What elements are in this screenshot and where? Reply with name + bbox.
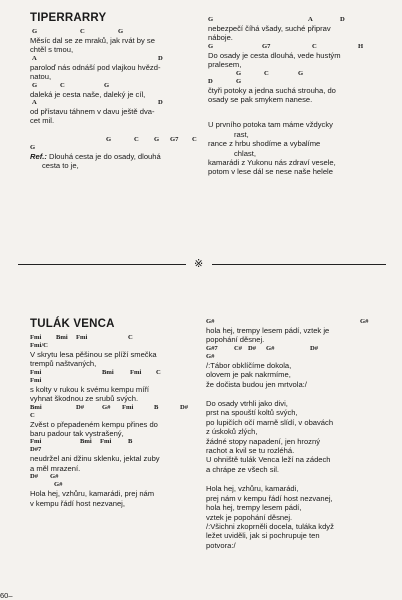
- chord: G#: [54, 481, 63, 489]
- verse-block: [208, 16, 380, 104]
- lyric-line: a chrápe ze všech sil.: [206, 464, 280, 474]
- chord: G7: [262, 42, 271, 50]
- lyric-line: hola hej, trempy lesem pádí, vztek je: [206, 326, 330, 335]
- lyric-line: žádné stopy napadení, jen hrozný: [206, 436, 320, 446]
- chord: G: [106, 135, 112, 143]
- lyric-line: natou,: [30, 72, 52, 82]
- chord: G#: [50, 473, 59, 481]
- song2-left-column: [30, 318, 202, 508]
- chord: C: [60, 81, 65, 89]
- chord: Bmi: [80, 438, 92, 446]
- chord-row: [206, 318, 378, 326]
- chord-row: [30, 412, 202, 420]
- lyric-line: /:Všichni zkoprněli docela, tuláka když: [206, 521, 334, 531]
- lyric-line: pralesem,: [208, 60, 242, 70]
- lyric-line: paroloď nás odnáší pod vlajkou hvězd-: [30, 62, 161, 72]
- chord: G: [236, 69, 242, 77]
- lyric-line: ležet uviděli, jak si pochrupuje ten: [206, 531, 320, 541]
- chord: A: [308, 16, 313, 23]
- chord-row: [30, 136, 202, 144]
- section-divider: [18, 257, 386, 270]
- lyric-line: kamarádi z Yukonu nás zdraví vesele,: [208, 158, 336, 168]
- chord: G: [208, 42, 214, 50]
- lyric-line: V skrytu lesa pěšinou se plíží smečka: [30, 350, 157, 359]
- chord: G#7: [206, 344, 218, 352]
- lyric-line: olovem je pak nakrmíme,: [206, 370, 291, 380]
- chord: Fmi: [30, 376, 42, 384]
- lyric-line: cesta to je,: [42, 161, 79, 171]
- chord: D#: [30, 473, 39, 481]
- chord-row: [30, 377, 202, 385]
- lyric-line: čtyři potoky a jedna suchá strouha, do: [208, 85, 336, 95]
- lyric-line: daleká je cesta naše, daleký je cíl,: [30, 89, 146, 99]
- lyric-line: Měsíc dal se ze mraků, jak rvát by se: [30, 36, 155, 45]
- chord: G: [298, 69, 304, 77]
- lyric-line: Do osady vtrhli jako divi,: [206, 399, 288, 409]
- chord-row: [206, 345, 378, 353]
- chord-row: [206, 353, 378, 361]
- chord: D: [158, 99, 163, 107]
- chord: Fmi: [122, 403, 134, 411]
- chord: C: [80, 28, 85, 35]
- lyric-line: baru padour tak vystrašený,: [30, 429, 124, 439]
- song1-right-column: [208, 16, 380, 177]
- lyric-line: prej nám v kempu řádí host nezvanej,: [206, 493, 333, 503]
- chord: Bmi: [102, 368, 114, 376]
- chord: Fmi/C: [30, 342, 48, 349]
- chord: B: [154, 403, 159, 411]
- chord: C: [134, 135, 139, 143]
- chord: H: [358, 42, 364, 50]
- song2-right-column: [206, 318, 378, 550]
- page-number: 60–: [0, 591, 13, 600]
- chord: Fmi: [30, 368, 42, 376]
- lyric-line: náboje.: [208, 33, 233, 43]
- chord-row: [30, 55, 202, 63]
- lyric-line: že dočista budou jen mrtvola:/: [206, 379, 307, 389]
- lyric-line: z úskoků zlých,: [206, 427, 258, 437]
- chord: G: [32, 28, 38, 35]
- lyric-line: potvora:/: [206, 540, 236, 550]
- lyric-line: /:Tábor obklíčíme dokola,: [206, 360, 292, 370]
- lyric-line: Ref.: Dlouhá cesta je do osady, dlouhá: [30, 151, 161, 161]
- chord: G: [32, 81, 38, 89]
- chord: C: [192, 135, 197, 143]
- chord: G: [236, 77, 242, 85]
- verse-block: [208, 120, 380, 176]
- lyric-line: v kempu řádí host nezvanej,: [30, 498, 125, 508]
- lyric-line: Hola hej, vzhůru, kamarádi,: [206, 484, 299, 494]
- chord: C#: [234, 344, 243, 352]
- lyric-line: rast,: [234, 129, 249, 139]
- chord: G: [118, 28, 124, 35]
- chord-row: [30, 342, 202, 350]
- lyric-line: rance z hrbu shodíme a vybalíme: [208, 139, 321, 149]
- chord: Fmi: [30, 438, 42, 446]
- refrain-block: [206, 484, 378, 550]
- refrain-block: [30, 136, 202, 171]
- chord: C: [156, 368, 161, 376]
- chord-row: [208, 70, 380, 78]
- lyric-line: trempů naštvaných,: [30, 359, 97, 369]
- lyric-line: a měl mrazení.: [30, 463, 81, 473]
- lyric-line: rachot a kvil se tu rozléhá.: [206, 446, 295, 456]
- song-title: TIPERRARRY: [30, 12, 107, 24]
- chord-row: [30, 99, 202, 107]
- lyric-line: Hola hej, vzhůru, kamarádi, prej nám: [30, 489, 155, 499]
- lyric-line: chlast,: [234, 148, 256, 158]
- lyric-line: osady se pak smykem nanese.: [208, 95, 313, 105]
- chord: D#: [248, 344, 257, 352]
- chord-row: [30, 473, 202, 481]
- chord: C: [30, 411, 35, 419]
- chord: G#: [102, 403, 111, 411]
- chord-row: [30, 82, 202, 90]
- chord-row: [30, 481, 202, 489]
- chord: C: [312, 42, 317, 50]
- chord: G7: [170, 135, 179, 143]
- lyric-line: od přístavu táhnem v davu ještě dva-: [30, 107, 155, 117]
- refrain-block: [206, 318, 378, 389]
- chord: G: [30, 143, 36, 151]
- chord-row: [30, 28, 202, 36]
- song1-left-column: [30, 12, 202, 171]
- chord: Bmi: [30, 403, 42, 411]
- chord-row: [30, 404, 202, 412]
- chord: Fmi: [76, 334, 88, 341]
- chord: D#: [310, 344, 319, 352]
- chord: G#: [206, 318, 215, 325]
- verse-block: [30, 28, 202, 126]
- lyric-line: po lupičích očí marně slídí, v obavách: [206, 417, 334, 427]
- chord: Bmi: [56, 334, 68, 341]
- chord: D#: [76, 403, 85, 411]
- lyric-line: prst na spouští koltů svých,: [206, 408, 298, 418]
- lyric-line: potom v lese dál se nese naše helele: [208, 167, 333, 177]
- lyric-line: U prvního potoka tam máme vždycky: [208, 120, 333, 130]
- chord: G: [208, 16, 214, 23]
- chord-row: [30, 144, 202, 152]
- lyric-line: s kolty v rukou k svému kempu míří: [30, 384, 150, 394]
- chord: G: [104, 81, 110, 89]
- lyric-line: U ohniště tulák Venca leží na zádech: [206, 455, 331, 465]
- chord: B: [128, 438, 133, 446]
- verse-block: [206, 399, 378, 474]
- lyric-line: Zvěst o přepadeném kempu přines do: [30, 419, 158, 429]
- lyric-line: vztek je popohání děsnej.: [206, 512, 293, 522]
- chord: D: [340, 16, 345, 23]
- lyric-line: cet mil.: [30, 116, 55, 126]
- chord: Fmi: [130, 368, 142, 376]
- chord: Fmi: [100, 438, 112, 446]
- lyric-line: popohání děsnej.: [206, 335, 265, 345]
- chord: G#: [360, 318, 369, 325]
- chord-row: [208, 78, 380, 86]
- lyric-line: neudržel ani džinu sklenku, jektal zuby: [30, 454, 160, 464]
- lyric-line: chtěl s tmou,: [30, 45, 74, 55]
- chord-row: [208, 43, 380, 51]
- lyric-line: nebezpečí číhá všady, suché připrav: [208, 24, 331, 33]
- chord: D: [158, 54, 163, 62]
- lyric-line: vyhnat škodnou ze srubů svých.: [30, 394, 139, 404]
- chord-row: [30, 438, 202, 446]
- chord: D#: [180, 403, 189, 411]
- chord: A: [32, 99, 37, 107]
- refrain-label: Ref.:: [30, 151, 47, 161]
- chord-row: [30, 446, 202, 454]
- chord: G#: [266, 344, 275, 352]
- chord: A: [32, 54, 37, 62]
- song-title: TULÁK VENCA: [30, 318, 115, 330]
- chord: C: [264, 69, 269, 77]
- lyric-line: Do osady je cesta dlouhá, vede hustým: [208, 50, 341, 60]
- chord: Fmi: [30, 334, 42, 341]
- divider-ornament: ※: [194, 257, 204, 270]
- chord: G: [154, 135, 160, 143]
- chord-row: [30, 334, 202, 342]
- chord: G#: [206, 352, 215, 360]
- chord: D#7: [30, 446, 42, 454]
- chord: D: [208, 77, 213, 85]
- chord-row: [30, 369, 202, 377]
- verse-block: [30, 334, 202, 508]
- chord-row: [208, 16, 380, 24]
- chord: C: [128, 334, 133, 341]
- lyric-line: hola hej, trempy lesem pádí,: [206, 503, 302, 513]
